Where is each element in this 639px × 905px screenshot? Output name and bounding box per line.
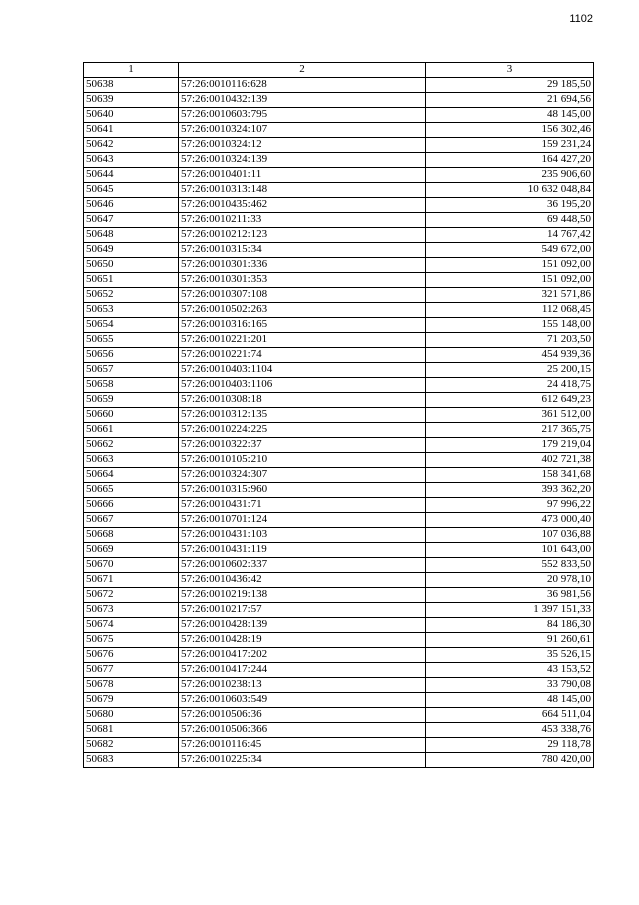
row-number-cell: 50665 <box>84 483 179 498</box>
table-row <box>84 723 594 738</box>
cadastral-number-cell: 57:26:0010315:34 <box>179 243 426 258</box>
table-row <box>84 243 594 258</box>
cadastral-value-cell: 453 338,76 <box>426 723 594 738</box>
cadastral-number-cell: 57:26:0010105:210 <box>179 453 426 468</box>
row-number-cell: 50655 <box>84 333 179 348</box>
cadastral-value-cell: 48 145,00 <box>426 108 594 123</box>
table-row <box>84 603 594 618</box>
cadastral-value-cell: 454 939,36 <box>426 348 594 363</box>
table-row <box>84 288 594 303</box>
table-row <box>84 438 594 453</box>
row-number-cell: 50646 <box>84 198 179 213</box>
table-row <box>84 663 594 678</box>
row-number-cell: 50648 <box>84 228 179 243</box>
cadastral-number-cell: 57:26:0010308:18 <box>179 393 426 408</box>
cadastral-number-cell: 57:26:0010506:366 <box>179 723 426 738</box>
cadastral-value-cell: 664 511,04 <box>426 708 594 723</box>
column-header-1: 1 <box>84 63 179 78</box>
cadastral-number-cell: 57:26:0010417:202 <box>179 648 426 663</box>
cadastral-value-cell: 33 790,08 <box>426 678 594 693</box>
cadastral-number-cell: 57:26:0010401:11 <box>179 168 426 183</box>
cadastral-value-cell: 473 000,40 <box>426 513 594 528</box>
cadastral-number-cell: 57:26:0010431:119 <box>179 543 426 558</box>
cadastral-value-cell: 10 632 048,84 <box>426 183 594 198</box>
cadastral-value-cell: 393 362,20 <box>426 483 594 498</box>
cadastral-value-cell: 14 767,42 <box>426 228 594 243</box>
page-number: 1102 <box>569 13 593 25</box>
table-row <box>84 693 594 708</box>
row-number-cell: 50641 <box>84 123 179 138</box>
table-row <box>84 513 594 528</box>
table-row <box>84 198 594 213</box>
table-row <box>84 453 594 468</box>
table-row <box>84 348 594 363</box>
cadastral-value-cell: 36 195,20 <box>426 198 594 213</box>
cadastral-value-cell: 25 200,15 <box>426 363 594 378</box>
cadastral-value-cell: 84 186,30 <box>426 618 594 633</box>
row-number-cell: 50654 <box>84 318 179 333</box>
cadastral-value-cell: 549 672,00 <box>426 243 594 258</box>
row-number-cell: 50652 <box>84 288 179 303</box>
cadastral-number-cell: 57:26:0010307:108 <box>179 288 426 303</box>
row-number-cell: 50683 <box>84 753 179 768</box>
table-row <box>84 633 594 648</box>
table-row <box>84 378 594 393</box>
table-row <box>84 708 594 723</box>
cadastral-value-cell: 159 231,24 <box>426 138 594 153</box>
row-number-cell: 50669 <box>84 543 179 558</box>
table-row <box>84 678 594 693</box>
table-header-row <box>84 63 594 78</box>
cadastral-value-cell: 20 978,10 <box>426 573 594 588</box>
cadastral-value-cell: 158 341,68 <box>426 468 594 483</box>
cadastral-number-cell: 57:26:0010506:36 <box>179 708 426 723</box>
row-number-cell: 50638 <box>84 78 179 93</box>
table-row <box>84 318 594 333</box>
row-number-cell: 50660 <box>84 408 179 423</box>
row-number-cell: 50663 <box>84 453 179 468</box>
cadastral-number-cell: 57:26:0010602:337 <box>179 558 426 573</box>
cadastral-number-cell: 57:26:0010431:71 <box>179 498 426 513</box>
cadastral-value-table <box>83 62 594 768</box>
row-number-cell: 50653 <box>84 303 179 318</box>
cadastral-number-cell: 57:26:0010322:37 <box>179 438 426 453</box>
row-number-cell: 50640 <box>84 108 179 123</box>
cadastral-value-cell: 156 302,46 <box>426 123 594 138</box>
row-number-cell: 50673 <box>84 603 179 618</box>
row-number-cell: 50672 <box>84 588 179 603</box>
cadastral-number-cell: 57:26:0010603:795 <box>179 108 426 123</box>
table-row <box>84 483 594 498</box>
cadastral-number-cell: 57:26:0010428:19 <box>179 633 426 648</box>
cadastral-number-cell: 57:26:0010324:107 <box>179 123 426 138</box>
cadastral-number-cell: 57:26:0010313:148 <box>179 183 426 198</box>
table-row <box>84 138 594 153</box>
cadastral-number-cell: 57:26:0010431:103 <box>179 528 426 543</box>
table-row <box>84 618 594 633</box>
table-row <box>84 393 594 408</box>
row-number-cell: 50664 <box>84 468 179 483</box>
cadastral-number-cell: 57:26:0010238:13 <box>179 678 426 693</box>
row-number-cell: 50678 <box>84 678 179 693</box>
cadastral-value-cell: 402 721,38 <box>426 453 594 468</box>
cadastral-number-cell: 57:26:0010701:124 <box>179 513 426 528</box>
cadastral-value-cell: 43 153,52 <box>426 663 594 678</box>
cadastral-number-cell: 57:26:0010428:139 <box>179 618 426 633</box>
cadastral-number-cell: 57:26:0010403:1104 <box>179 363 426 378</box>
table-row <box>84 108 594 123</box>
cadastral-value-cell: 36 981,56 <box>426 588 594 603</box>
row-number-cell: 50656 <box>84 348 179 363</box>
cadastral-value-cell: 97 996,22 <box>426 498 594 513</box>
cadastral-value-cell: 151 092,00 <box>426 258 594 273</box>
table-row <box>84 468 594 483</box>
table-row <box>84 408 594 423</box>
row-number-cell: 50649 <box>84 243 179 258</box>
cadastral-number-cell: 57:26:0010432:139 <box>179 93 426 108</box>
cadastral-value-cell: 179 219,04 <box>426 438 594 453</box>
cadastral-value-cell: 235 906,60 <box>426 168 594 183</box>
cadastral-value-cell: 780 420,00 <box>426 753 594 768</box>
cadastral-number-cell: 57:26:0010324:139 <box>179 153 426 168</box>
row-number-cell: 50682 <box>84 738 179 753</box>
row-number-cell: 50668 <box>84 528 179 543</box>
cadastral-value-cell: 155 148,00 <box>426 318 594 333</box>
table-row <box>84 423 594 438</box>
cadastral-number-cell: 57:26:0010221:201 <box>179 333 426 348</box>
cadastral-number-cell: 57:26:0010315:960 <box>179 483 426 498</box>
cadastral-number-cell: 57:26:0010403:1106 <box>179 378 426 393</box>
table-row <box>84 93 594 108</box>
row-number-cell: 50645 <box>84 183 179 198</box>
cadastral-value-cell: 35 526,15 <box>426 648 594 663</box>
row-number-cell: 50679 <box>84 693 179 708</box>
row-number-cell: 50671 <box>84 573 179 588</box>
cadastral-number-cell: 57:26:0010312:135 <box>179 408 426 423</box>
cadastral-number-cell: 57:26:0010316:165 <box>179 318 426 333</box>
row-number-cell: 50639 <box>84 93 179 108</box>
cadastral-value-cell: 1 397 151,33 <box>426 603 594 618</box>
table-row <box>84 303 594 318</box>
cadastral-value-cell: 612 649,23 <box>426 393 594 408</box>
row-number-cell: 50650 <box>84 258 179 273</box>
table-row <box>84 183 594 198</box>
cadastral-value-cell: 101 643,00 <box>426 543 594 558</box>
cadastral-number-cell: 57:26:0010436:42 <box>179 573 426 588</box>
cadastral-value-cell: 217 365,75 <box>426 423 594 438</box>
row-number-cell: 50647 <box>84 213 179 228</box>
table-row <box>84 123 594 138</box>
cadastral-number-cell: 57:26:0010324:307 <box>179 468 426 483</box>
table-row <box>84 498 594 513</box>
cadastral-number-cell: 57:26:0010301:353 <box>179 273 426 288</box>
table-row <box>84 333 594 348</box>
row-number-cell: 50657 <box>84 363 179 378</box>
cadastral-value-cell: 112 068,45 <box>426 303 594 318</box>
cadastral-number-cell: 57:26:0010217:57 <box>179 603 426 618</box>
table-body <box>84 78 594 768</box>
cadastral-number-cell: 57:26:0010116:45 <box>179 738 426 753</box>
table-row <box>84 153 594 168</box>
cadastral-value-cell: 29 185,50 <box>426 78 594 93</box>
cadastral-number-cell: 57:26:0010224:225 <box>179 423 426 438</box>
table-row <box>84 273 594 288</box>
table-row <box>84 258 594 273</box>
row-number-cell: 50644 <box>84 168 179 183</box>
cadastral-number-cell: 57:26:0010502:263 <box>179 303 426 318</box>
cadastral-value-cell: 91 260,61 <box>426 633 594 648</box>
cadastral-value-cell: 71 203,50 <box>426 333 594 348</box>
cadastral-number-cell: 57:26:0010116:628 <box>179 78 426 93</box>
row-number-cell: 50677 <box>84 663 179 678</box>
row-number-cell: 50642 <box>84 138 179 153</box>
cadastral-number-cell: 57:26:0010301:336 <box>179 258 426 273</box>
cadastral-value-cell: 361 512,00 <box>426 408 594 423</box>
cadastral-value-cell: 321 571,86 <box>426 288 594 303</box>
table-row <box>84 228 594 243</box>
row-number-cell: 50674 <box>84 618 179 633</box>
cadastral-value-cell: 21 694,56 <box>426 93 594 108</box>
table-row <box>84 558 594 573</box>
table-row <box>84 738 594 753</box>
table-row <box>84 588 594 603</box>
cadastral-number-cell: 57:26:0010211:33 <box>179 213 426 228</box>
row-number-cell: 50670 <box>84 558 179 573</box>
table-row <box>84 78 594 93</box>
table-row <box>84 168 594 183</box>
row-number-cell: 50658 <box>84 378 179 393</box>
row-number-cell: 50662 <box>84 438 179 453</box>
cadastral-value-cell: 107 036,88 <box>426 528 594 543</box>
row-number-cell: 50675 <box>84 633 179 648</box>
cadastral-number-cell: 57:26:0010212:123 <box>179 228 426 243</box>
row-number-cell: 50681 <box>84 723 179 738</box>
cadastral-value-cell: 69 448,50 <box>426 213 594 228</box>
cadastral-value-cell: 151 092,00 <box>426 273 594 288</box>
table-row <box>84 213 594 228</box>
cadastral-number-cell: 57:26:0010324:12 <box>179 138 426 153</box>
row-number-cell: 50680 <box>84 708 179 723</box>
row-number-cell: 50661 <box>84 423 179 438</box>
cadastral-number-cell: 57:26:0010417:244 <box>179 663 426 678</box>
table-row <box>84 528 594 543</box>
row-number-cell: 50643 <box>84 153 179 168</box>
row-number-cell: 50667 <box>84 513 179 528</box>
cadastral-value-cell: 29 118,78 <box>426 738 594 753</box>
cadastral-number-cell: 57:26:0010603:549 <box>179 693 426 708</box>
cadastral-number-cell: 57:26:0010435:462 <box>179 198 426 213</box>
cadastral-number-cell: 57:26:0010219:138 <box>179 588 426 603</box>
table-row <box>84 573 594 588</box>
cadastral-value-cell: 552 833,50 <box>426 558 594 573</box>
cadastral-number-cell: 57:26:0010221:74 <box>179 348 426 363</box>
cadastral-number-cell: 57:26:0010225:34 <box>179 753 426 768</box>
column-header-2: 2 <box>179 63 426 78</box>
table-row <box>84 543 594 558</box>
cadastral-value-cell: 164 427,20 <box>426 153 594 168</box>
row-number-cell: 50659 <box>84 393 179 408</box>
cadastral-value-cell: 48 145,00 <box>426 693 594 708</box>
row-number-cell: 50676 <box>84 648 179 663</box>
cadastral-value-cell: 24 418,75 <box>426 378 594 393</box>
column-header-3: 3 <box>426 63 594 78</box>
row-number-cell: 50666 <box>84 498 179 513</box>
table-row <box>84 648 594 663</box>
row-number-cell: 50651 <box>84 273 179 288</box>
table-row <box>84 363 594 378</box>
table-row <box>84 753 594 768</box>
